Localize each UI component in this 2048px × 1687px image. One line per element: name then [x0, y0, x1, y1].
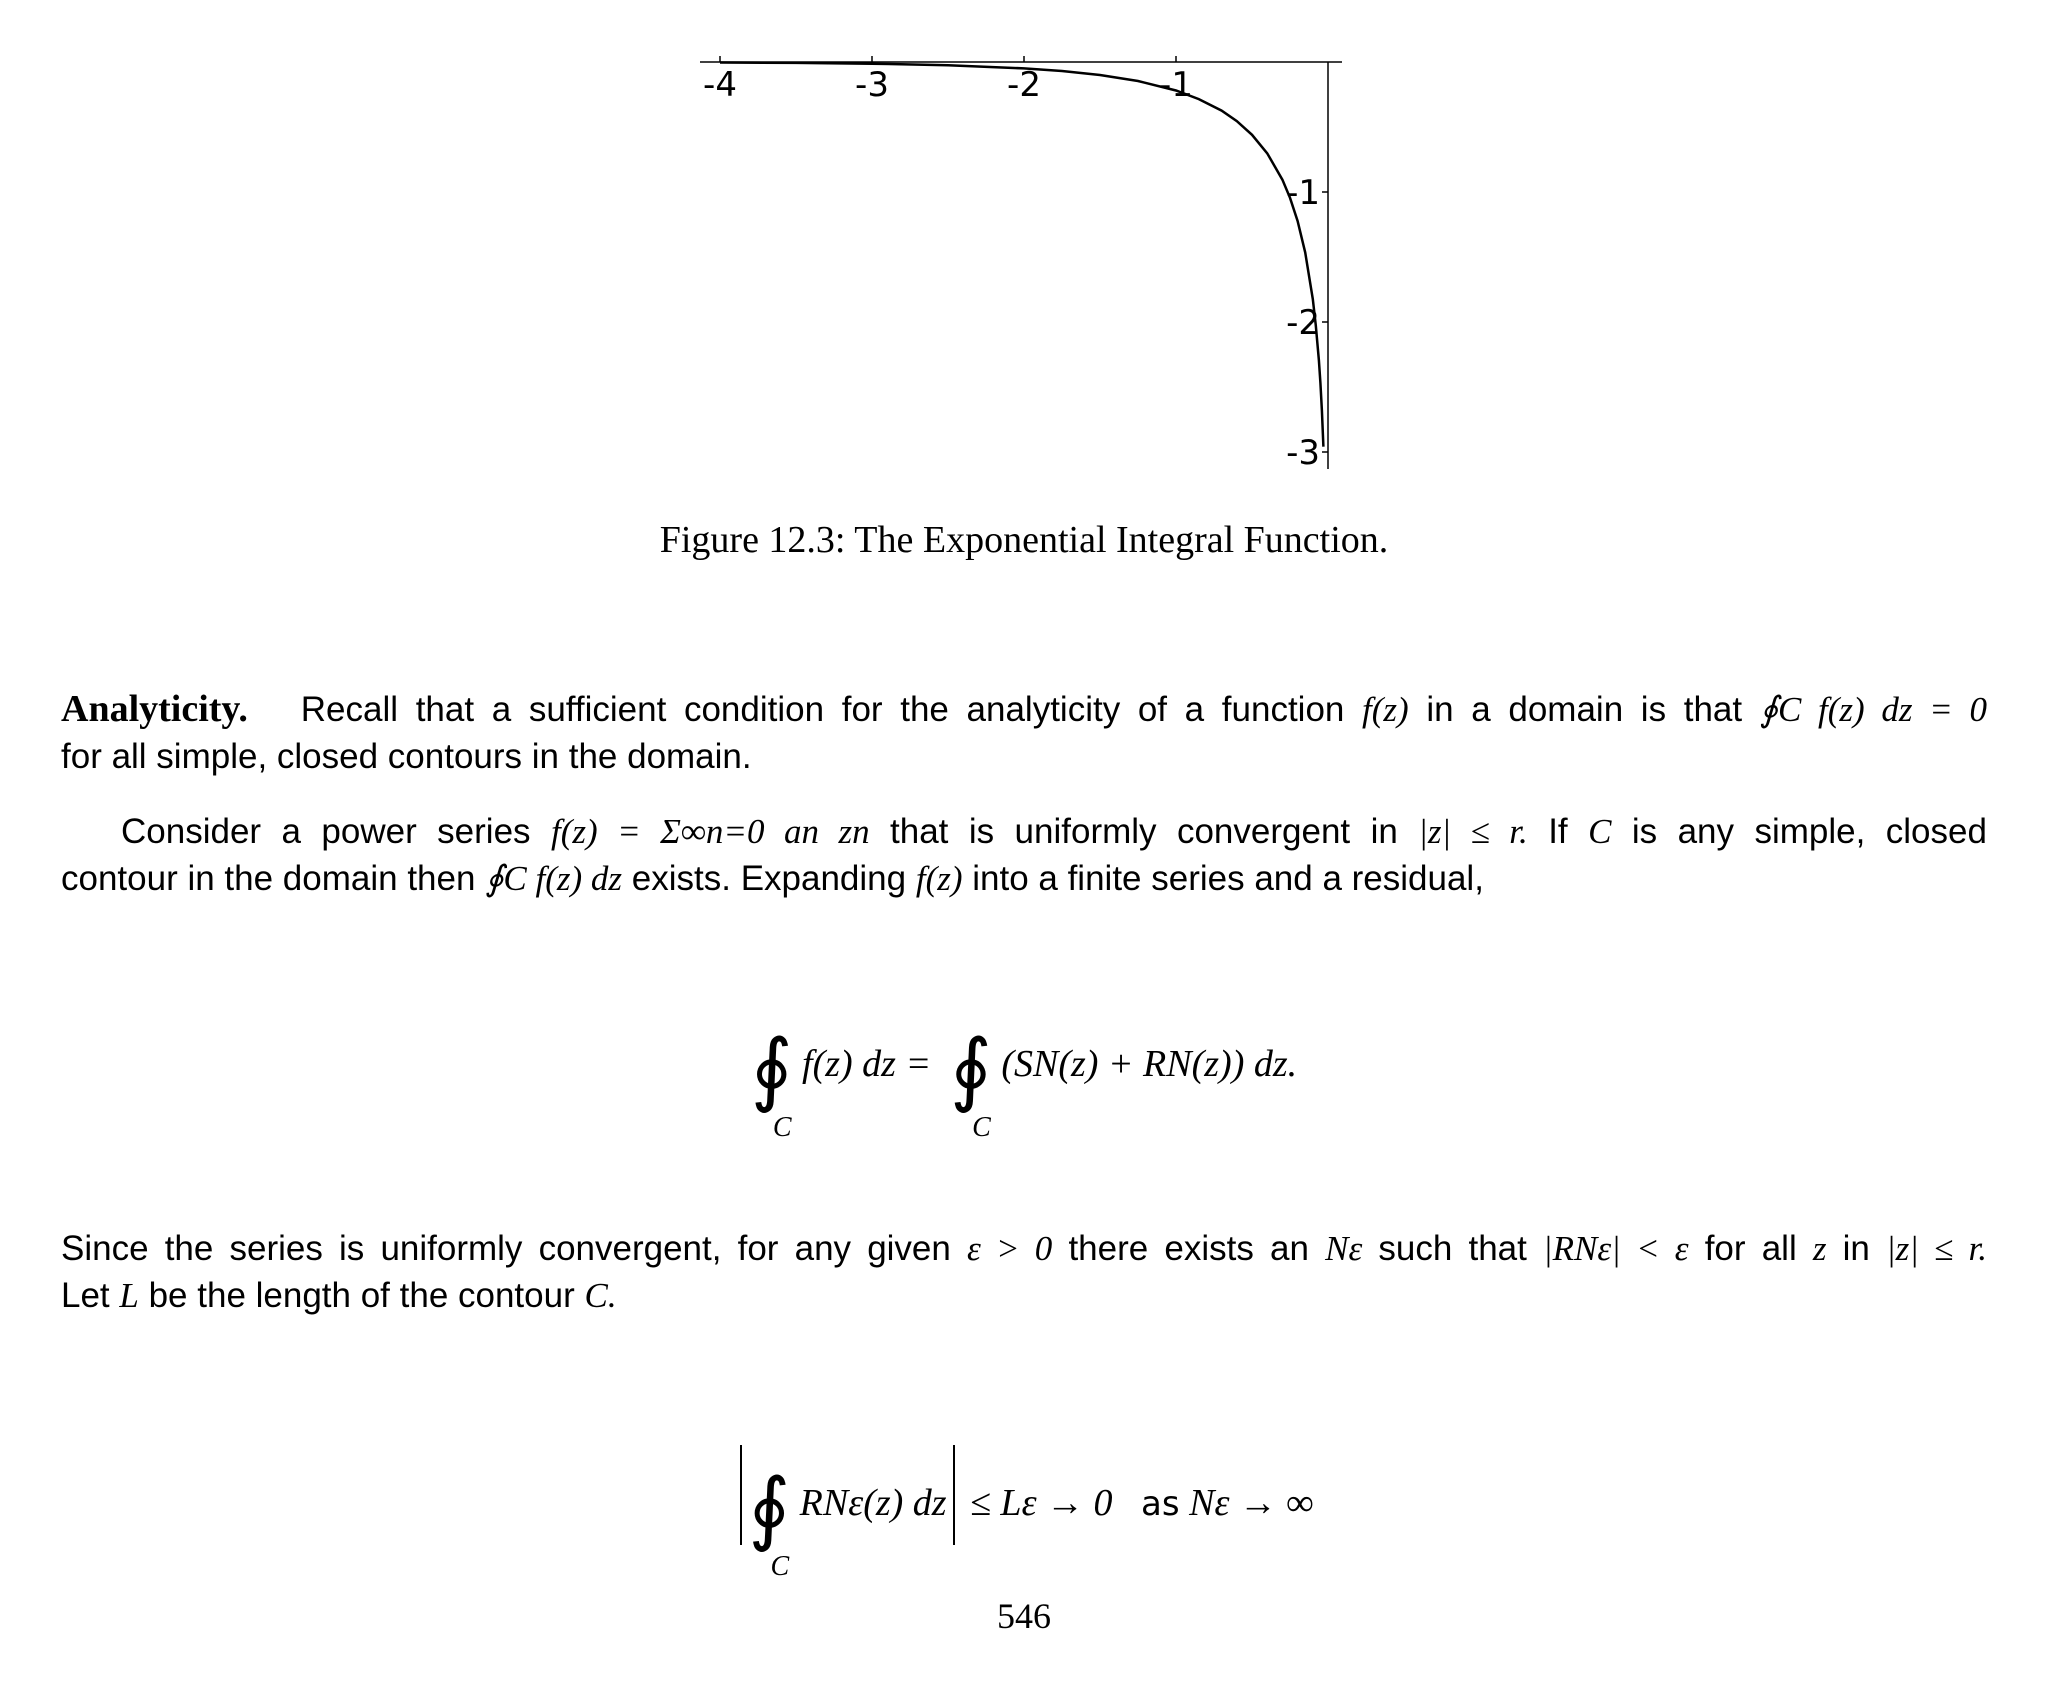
ps-text-7: into a finite series and a residual,	[972, 859, 1484, 898]
uc-text-4: for all	[1704, 1229, 1797, 1268]
uc-text-2: there exists an	[1068, 1229, 1309, 1268]
equation-1	[0, 1026, 2048, 1143]
uniform-convergence-paragraph	[61, 1225, 1987, 1319]
ps-integral: ∮C f(z) dz	[485, 859, 623, 898]
uc-neps: Nε	[1325, 1229, 1363, 1268]
page-number: 546	[997, 1596, 1051, 1636]
figure-caption: Figure 12.3: The Exponential Integral Function.	[659, 519, 1389, 561]
analyticity-paragraph	[61, 686, 1987, 780]
analyticity-integral: ∮C f(z) dz = 0	[1759, 690, 1987, 729]
abs-bar-left	[740, 1445, 742, 1545]
ps-text-3: If	[1548, 812, 1568, 851]
uc-text-6: Let	[61, 1276, 110, 1315]
equation-1-rhs: (SN(z) + RN(z)) dz.	[1001, 1043, 1298, 1085]
analyticity-line-1	[61, 686, 1987, 733]
power-series-line-1	[61, 808, 1987, 855]
equation-1-lhs: f(z) dz =	[802, 1043, 932, 1085]
ps-fz: f(z)	[915, 859, 963, 898]
uc-text-5: in	[1842, 1229, 1870, 1268]
uniform-line-2	[61, 1272, 1987, 1319]
analyticity-line-2: for all simple, closed contours in the domain.	[61, 737, 752, 776]
ps-contour-C: C	[1588, 812, 1612, 851]
uc-domain: |z| ≤ r.	[1886, 1229, 1987, 1268]
uniform-line-1	[61, 1225, 1987, 1272]
analyticity-heading: Analyticity.	[61, 688, 248, 730]
uc-text-1: Since the series is uniformly convergent, for any given	[61, 1229, 951, 1268]
uc-bound: |RNε| < ε	[1543, 1229, 1689, 1268]
power-series-line-2	[61, 855, 1987, 902]
x-tick-label: -1	[1159, 65, 1193, 105]
abs-bar-right	[953, 1445, 955, 1545]
uc-text-3: such that	[1378, 1229, 1527, 1268]
power-series-paragraph	[61, 808, 1987, 902]
analyticity-text-1: Recall that a sufficient condition for the analyticity of a function	[300, 690, 1345, 729]
uc-L: L	[119, 1276, 139, 1315]
uc-C: C.	[584, 1276, 617, 1315]
ps-domain: |z| ≤ r.	[1418, 812, 1528, 851]
exponential-integral-plot	[700, 40, 1360, 470]
equation-2-integrand: RNε(z) dz	[799, 1482, 947, 1524]
x-tick-label: -3	[855, 65, 889, 105]
ps-text-6: exists. Expanding	[631, 859, 907, 898]
ps-text-1: Consider a power series	[121, 812, 531, 851]
equation-2	[0, 1445, 2048, 1582]
ps-text-2: that is uniformly convergent in	[890, 812, 1398, 851]
power-series-formula: f(z) = Σ∞n=0 an zn	[550, 812, 870, 851]
uc-text-7: be the length of the contour	[148, 1276, 575, 1315]
uc-z: z	[1812, 1229, 1827, 1268]
plot-axes	[700, 62, 1342, 469]
contour-integral-sign: ∮ C	[748, 1465, 791, 1582]
equation-2-bound: ≤ Lε → 0	[970, 1482, 1113, 1524]
uc-eps-cond: ε > 0	[967, 1229, 1053, 1268]
equation-2-limit: Nε → ∞	[1189, 1482, 1314, 1524]
ps-text-4: is any simple, closed	[1631, 812, 1987, 851]
analyticity-fz: f(z)	[1362, 690, 1409, 729]
contour-integral-sign: ∮ C	[750, 1026, 793, 1143]
y-tick-label: -1	[1286, 173, 1320, 213]
y-tick-label: -2	[1286, 303, 1320, 343]
ps-text-5: contour in the domain then	[61, 859, 476, 898]
equation-2-as: as	[1141, 1484, 1180, 1524]
y-tick-label: -3	[1286, 433, 1320, 470]
x-tick-label: -2	[1007, 65, 1041, 105]
x-tick-label: -4	[703, 65, 737, 105]
exponential-integral-curve	[720, 63, 1323, 447]
analyticity-text-2: in a domain is that	[1426, 690, 1743, 729]
contour-integral-sign: ∮ C	[950, 1026, 992, 1143]
